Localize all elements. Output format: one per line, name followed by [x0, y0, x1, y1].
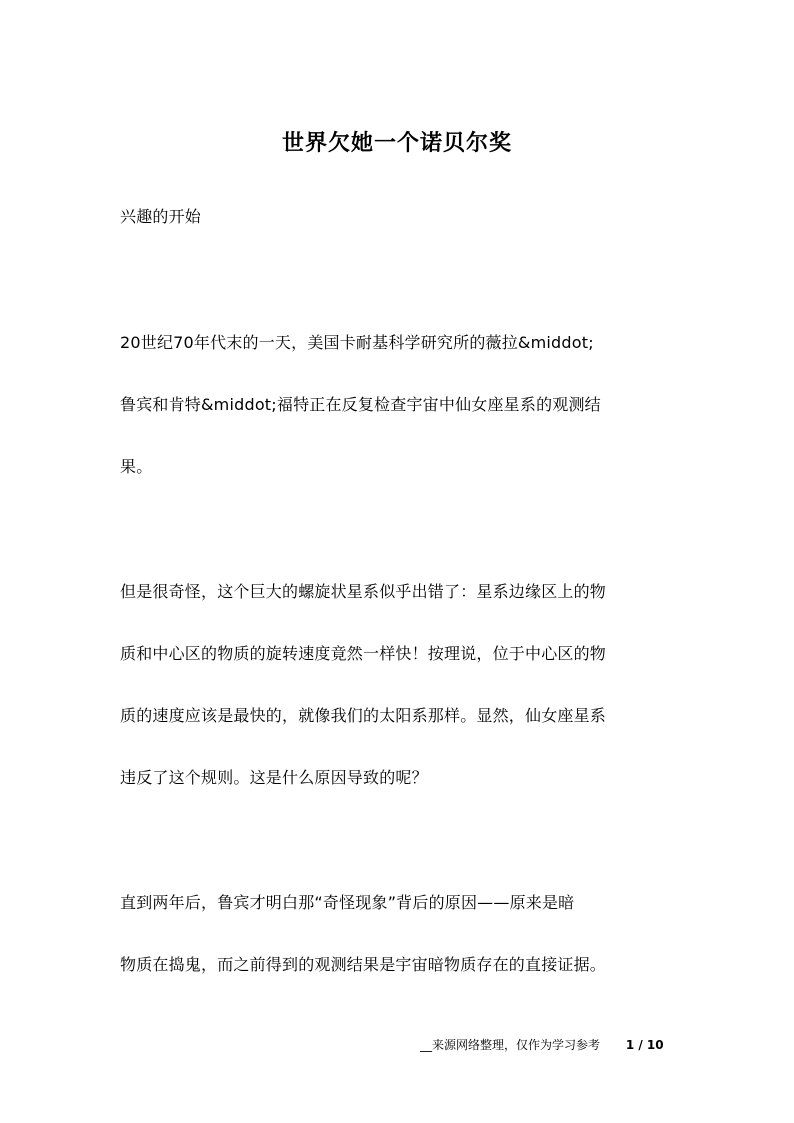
paragraph-line: 物质在捣鬼，而之前得到的观测结果是宇宙暗物质存在的直接证据。 [120, 955, 607, 974]
paragraph-line: 果。 [120, 457, 153, 476]
paragraph-line: 但是很奇怪，这个巨大的螺旋状星系似乎出错了：星系边缘区上的物 [120, 582, 607, 601]
page-footer [420, 1036, 680, 1053]
paragraph-line: 质和中心区的物质的旋转速度竟然一样快！按理说，位于中心区的物 [120, 644, 607, 663]
paragraph-line: 直到两年后，鲁宾才明白那“奇怪现象”背后的原因——原来是暗 [120, 893, 575, 912]
paragraph-line: 20世纪70年代末的一天，美国卡耐基科学研究所的薇拉&middot; [120, 333, 594, 352]
paragraph-line: 质的速度应该是最快的，就像我们的太阳系那样。显然，仙女座星系 [120, 706, 607, 725]
paragraph-line: 违反了这个规则。这是什么原因导致的呢？ [120, 768, 428, 787]
page-number: 1 / 10 [625, 1038, 664, 1052]
document-title: 世界欠她一个诺贝尔奖 [281, 130, 512, 156]
section-heading: 兴趣的开始 [120, 207, 202, 226]
footer-source-note: __来源网络整理，仅作为学习参考 [420, 1038, 601, 1052]
paragraph-line: 鲁宾和肯特&middot;福特正在反复检查宇宙中仙女座星系的观测结 [120, 395, 601, 414]
